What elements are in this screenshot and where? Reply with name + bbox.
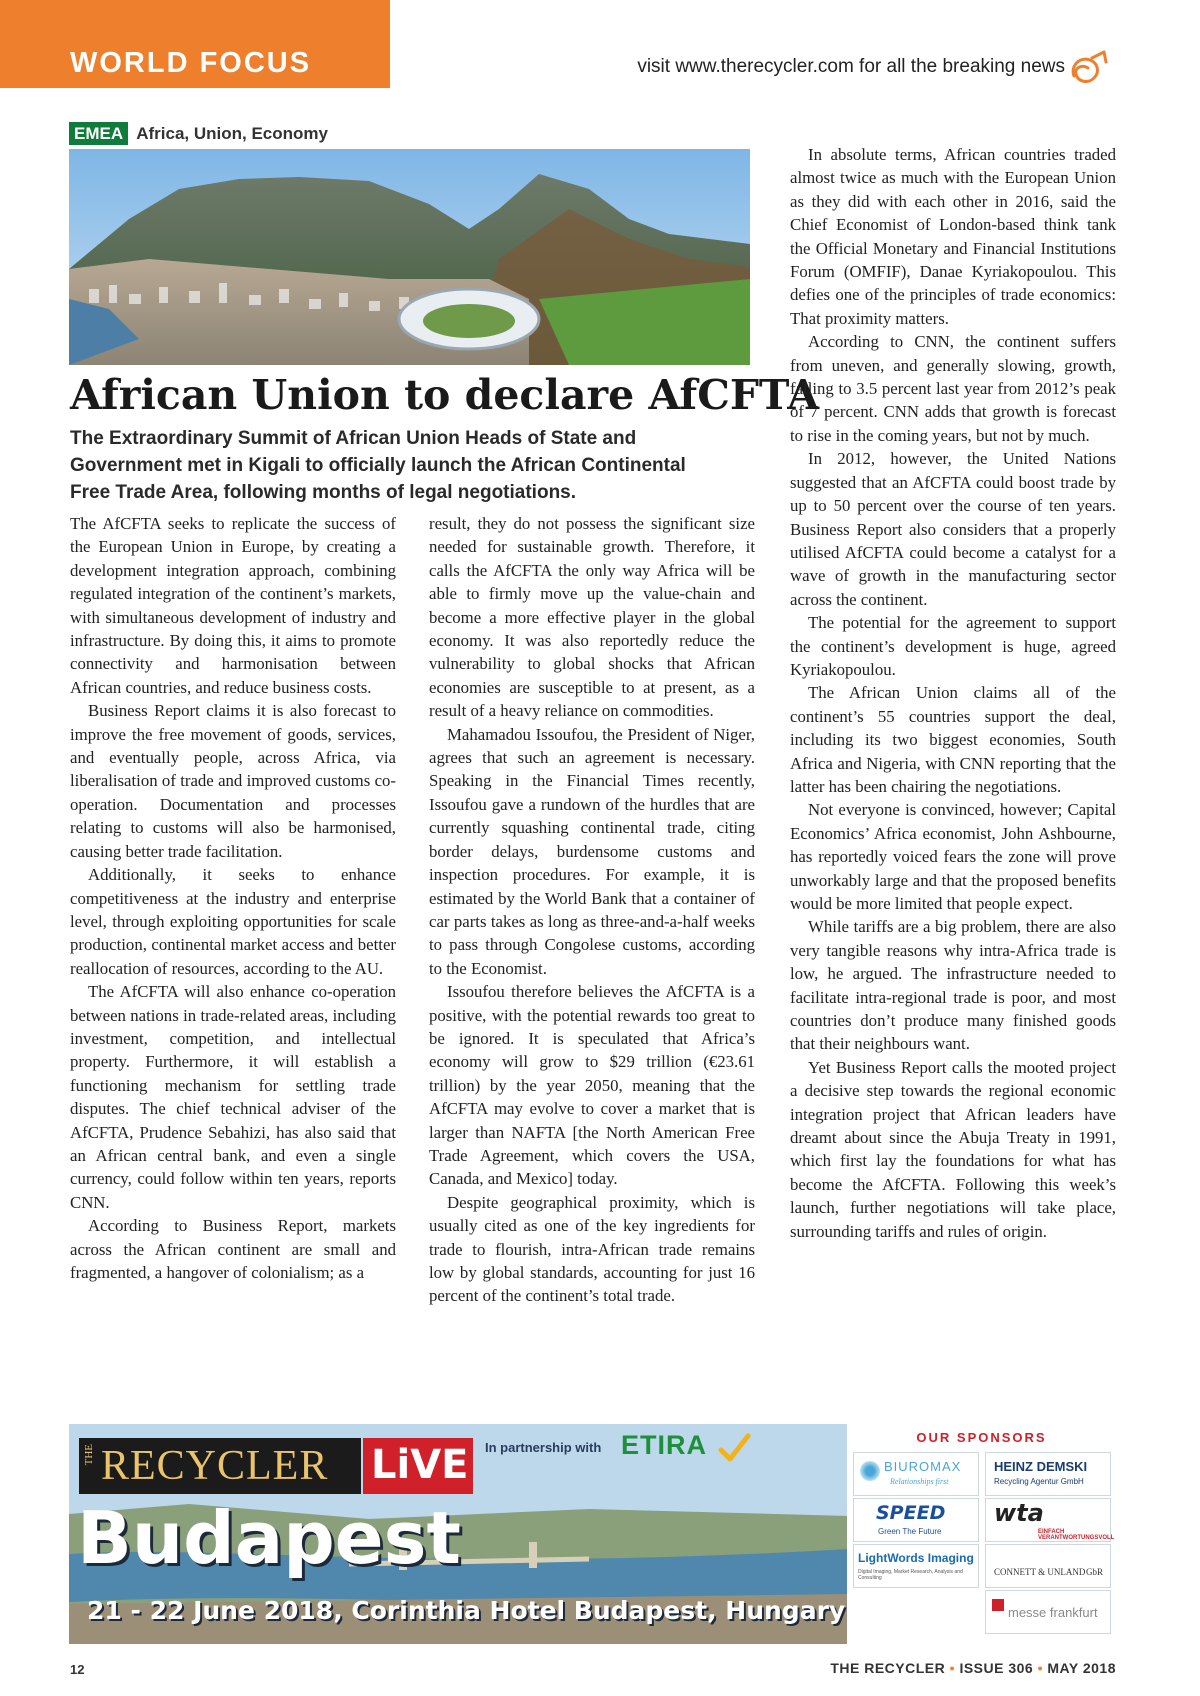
issue-date: MAY 2018 [1047,1660,1116,1676]
article-headline: African Union to declare AfCFTA [70,371,820,419]
issue-info [830,1660,1116,1676]
sponsor-wta[interactable]: wta EINFACH VERANTWORTUNGSVOLL [985,1498,1111,1542]
article-column-2 [429,512,755,1308]
sponsor-messe-frankfurt[interactable]: messe frankfurt [985,1590,1111,1634]
paragraph: While tariffs are a big problem, there are also very tangible reasons why intra-Africa trade is low, he argued. The infrastructure needed to facilitate intra-regional trade is poor, and most countries don’t produce many finished goods that their neighbours want. [790,917,1116,1054]
paragraph: In 2012, however, the United Nations suggested that an AfCFTA could boost trade by up to 50 percent over the course of ten years. Business Report also considers that a properly utilised AfCFTA could become a catalyst for a wave of growth in the manufacturing sector across the continent. [790,449,1116,609]
hero-image [69,149,750,365]
event-banner[interactable] [69,1424,1116,1644]
paragraph: Issoufou therefore believes the AfCFTA is a positive, with the potential rewards too great to be ignored. It is speculated that Africa’s economy will grow to $29 trillion (€23.61 trillion) by the year 2050, meaning that the AfCFTA may evolve to cover a market that is larger than NAFTA [the North American Free Trade Agreement, which covers the USA, Canada, and Mexico] today. [429,982,755,1189]
paragraph: Yet Business Report calls the mooted project a decisive step towards the regional economic integration project that African leaders have dreamt about since the Abuja Treaty in 1991, which first lay the foundations for what has become the AfCFTA. Following this week’s launch, further negotiations will take place, surrounding tariffs and rules of origin. [790,1057,1116,1241]
partnership-label: In partnership with [485,1440,602,1455]
event-details: 21 - 22 June 2018, Corinthia Hotel Budapest, Hungary [87,1596,846,1625]
paragraph: Despite geographical proximity, which is usually cited as one of the key ingredients for trade to flourish, intra-African trade remains low by global standards, accounting for just 16 percent of the continent’s total trade. [429,1192,755,1306]
paragraph: Mahamadou Issoufou, the President of Niger, agrees that such an agreement is necessary. Speaking in the Financial Times recently, Issoufou gave a rundown of the hurdles that are currently squashing continental trade, citing border delays, burdensome customs and inspection procedures. For example, it is estimated by the World Bank that a container of car parts takes as long as three-and-a-half weeks to pass through Congolese customs, according to the Economist. [429,724,755,978]
article-column-1 [70,512,396,1284]
paragraph: Business Report claims it is also forecast to improve the free movement of goods, services, and eventually people, across Africa, via liberalisation of trade and improved customs co-operation. Documentation and processes relating to customs will also be harmonised, causing better trade facilitation. [70,701,396,861]
region-badge: EMEA [69,122,128,145]
sponsor-connett-unland[interactable]: CONNETT & UNLAND GbR [985,1544,1111,1588]
breaking-news-link[interactable]: visit www.therecycler.com for all the breaking news [637,56,1065,77]
paragraph: According to Business Report, markets across the African continent are small and fragmented, a hangover of colonialism; as a [70,1216,396,1282]
section-tab [0,0,390,88]
paragraph: In absolute terms, African countries traded almost twice as much with the European Union as they did with each other in 2016, said the Chief Economist of London-based think tank the Official Monetary and Financial Institutions Forum (OMFIF), Danae Kyriakopoulou. This defies one of the principles of trade economics: That proximity matters. [790,145,1116,328]
paragraph: result, they do not possess the significant size needed for sustainable growth. Therefore, it calls the AfCFTA the only way Africa will be able to firmly move up the value-chain and become a more effective player in the global economy. It was also reportedly reduce the vulnerability to global shocks that African economies are susceptible to at present, as a result of a heavy reliance on commodities. [429,514,755,721]
section-title: WORLD FOCUS [70,47,312,79]
region-topics: Africa, Union, Economy [136,124,328,143]
publication-name: THE RECYCLER [830,1660,946,1676]
sponsor-speed[interactable]: SPEED Green The Future [853,1498,979,1542]
biuromax-icon [860,1461,880,1481]
region-tag [69,124,328,148]
article-standfirst: The Extraordinary Summit of African Union Heads of State and Government met in Kigali to officially launch the African Continental Free Trade Area, following months of legal negotiations. [70,428,686,503]
live-logo: LiVE [363,1438,473,1494]
sponsors-panel [847,1424,1116,1644]
paragraph: According to CNN, the continent suffers from uneven, and generally slowing, growth, falling to 3.5 percent last year from 2012’s peak of 7 percent. CNN adds that growth is forecast to rise in the coming years, but not by much. [790,332,1116,445]
paragraph: Not everyone is convinced, however; Capital Economics’ Africa economist, John Ashbourne, has reportedly voiced fears the zone will prove unworkably large and that the proposed benefits would be more limited that people expect. [790,800,1116,913]
sponsor-biuromax[interactable]: BIUROMAX Relationships first [853,1452,979,1496]
messe-frankfurt-icon [992,1599,1004,1611]
paragraph: The potential for the agreement to support the continent’s development is huge, agreed Kyriakopoulou. [790,613,1116,679]
issue-number: ISSUE 306 [959,1660,1034,1676]
sponsors-title: OUR SPONSORS [916,1430,1047,1445]
paragraph: The AfCFTA will also enhance co-operation between nations in trade-related areas, including investment, competition, and intellectual property. Furthermore, it will establish a functioning mechanism for settling trade disputes. The chief technical adviser of the AfCFTA, Prudence Sebahizi, has also said that an African central bank, and even a single currency, could follow within ten years, reports CNN. [70,982,396,1212]
recycler-logo: THE RECYCLER [79,1438,361,1494]
event-city: Budapest [77,1496,461,1580]
etira-logo: ETIRA [621,1430,707,1460]
paragraph: The AfCFTA seeks to replicate the success of the European Union in Europe, by creating a development integration approach, combining regulated integration of the continent’s markets, with simultaneous development of industry and infrastructure. By doing this, it aims to promote connectivity and harmonisation between African countries, and reduce business costs. [70,514,396,697]
sponsor-heinz-demski[interactable]: HEINZ DEMSKI Recycling Agentur GmbH [985,1452,1111,1496]
paragraph: The African Union claims all of the continent’s 55 countries support the deal, including its two biggest economies, South Africa and Nigeria, with CNN reporting that the latter has been chairing the negotiations. [790,683,1116,796]
article-column-3 [790,143,1116,1243]
separator-dot: • [949,1660,960,1676]
separator-dot: • [1037,1660,1048,1676]
page-number: 12 [70,1662,85,1677]
recycler-swirl-icon [1066,48,1112,90]
sponsor-lightwords[interactable]: LightWords Imaging Digital Imaging, Market Research, Analysis and Consulting [853,1544,979,1588]
paragraph: Additionally, it seeks to enhance competitiveness at the industry and enterprise level, through exploiting opportunities for scale production, continental market access and better reallocation of resources, according to the AU. [70,865,396,978]
etira-check-icon [717,1432,751,1464]
